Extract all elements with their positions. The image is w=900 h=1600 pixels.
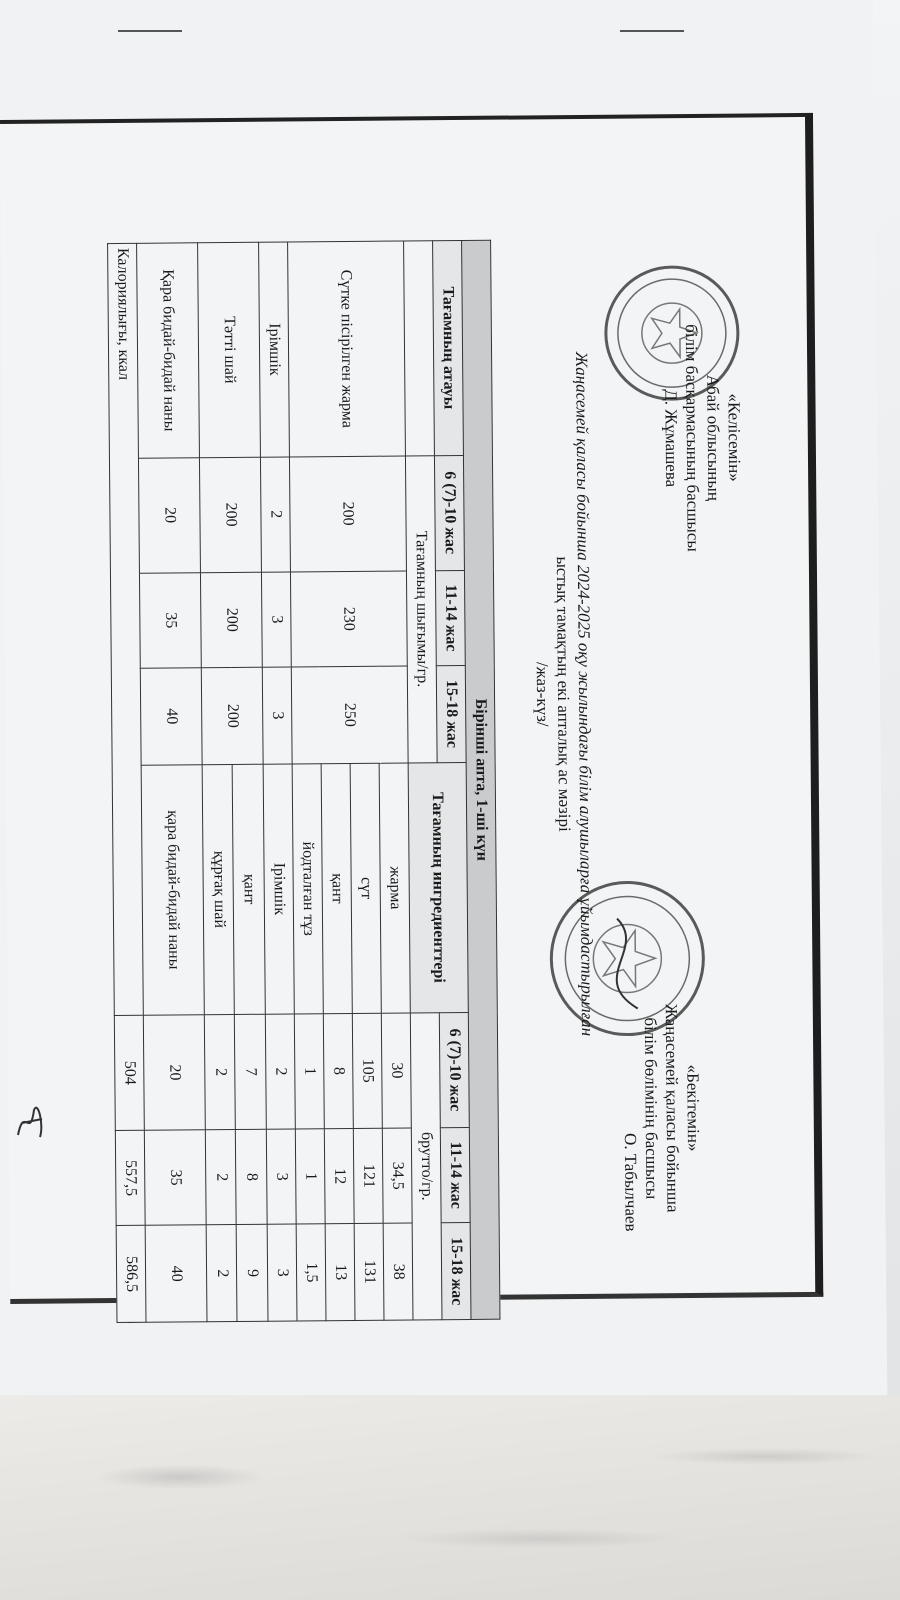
ingredient-gross: 2	[206, 1225, 237, 1322]
approval-title: «Келісемін»	[724, 393, 745, 482]
dish-name: Тәтті шай	[198, 242, 261, 457]
ingredient-gross: 35	[144, 1130, 206, 1226]
ingredient-gross: 1,5	[296, 1224, 326, 1321]
handwritten-initials	[10, 1095, 50, 1145]
ingredient-gross: 121	[353, 1128, 383, 1224]
dish-yield: 250	[291, 666, 408, 764]
week-day-band: Бірінші апта, 1-ші күн	[462, 240, 500, 1319]
calories-value: 504	[114, 1015, 144, 1130]
ingredient-gross: 40	[145, 1225, 207, 1322]
approval-name: О. Табылчаев	[620, 1132, 641, 1232]
approval-name: Д. Жұмашева	[661, 389, 682, 488]
col-ingredients: Тағамның ингредиенттері	[408, 762, 468, 1013]
approval-block-left	[660, 308, 746, 569]
approval-line: білім басқармасының басшысы	[681, 324, 703, 552]
menu-document	[0, 113, 823, 1304]
ingredient-gross: 1	[294, 1014, 324, 1129]
ingredient-name: йодталған тұз	[292, 763, 323, 1014]
ingredient-gross: 12	[324, 1128, 354, 1224]
calories-label: Калориялығы, ккал	[108, 243, 144, 1015]
ingredient-gross: 2	[265, 1014, 295, 1129]
ingredient-name: қант	[233, 764, 266, 1015]
ingredient-name: сүт	[350, 763, 381, 1014]
ingredient-gross: 131	[354, 1224, 384, 1321]
col-age-3b: 15-18 жас	[441, 1223, 471, 1320]
ingredient-gross: 3	[267, 1224, 297, 1321]
col-dish-name: Тағамның атауы	[433, 240, 464, 455]
ingredient-gross: 105	[352, 1013, 382, 1128]
ingredient-gross: 1	[295, 1129, 325, 1225]
ingredient-gross: 7	[235, 1014, 267, 1129]
paper-edge-mark-left	[118, 30, 182, 32]
gross-subheader: брутто/гр.	[410, 1013, 442, 1320]
dish-yield: 3	[262, 667, 292, 764]
ingredient-gross: 34,5	[382, 1128, 412, 1224]
ingredient-name: жарма	[379, 763, 410, 1014]
empty-cell	[404, 241, 435, 456]
approval-line: білім бөлімінің басшысы	[640, 1017, 662, 1200]
document-content	[0, 117, 810, 1304]
col-age-1b: 6 (7)-10 жас	[439, 1012, 469, 1127]
ingredient-gross: 20	[143, 1015, 205, 1130]
ingredient-name: Ірімшік	[263, 764, 294, 1015]
col-age-3: 15-18 жас	[436, 666, 466, 763]
approval-line: Абай облысының	[703, 374, 724, 501]
dish-yield: 40	[140, 668, 202, 765]
ingredient-gross: 13	[325, 1224, 355, 1321]
ingredient-gross: 38	[383, 1223, 413, 1320]
ingredient-gross: 3	[266, 1129, 296, 1225]
menu-table	[107, 240, 500, 1323]
ingredient-gross: 8	[323, 1013, 353, 1128]
dish-yield: 200	[199, 457, 261, 572]
dish-yield: 35	[139, 572, 201, 668]
col-age-2: 11-14 жас	[435, 570, 465, 666]
yield-subheader: Тағамның шығымы/гр.	[405, 455, 437, 762]
marble-surface	[0, 1395, 900, 1600]
approval-title: «Бекітемін»	[683, 1064, 704, 1152]
ingredient-name: қара бидай-бидай наны	[141, 764, 204, 1015]
ingredient-name: құрғақ шай	[202, 764, 235, 1015]
dish-name: Ірімшік	[259, 242, 290, 457]
ingredient-name: қант	[321, 763, 352, 1014]
dish-yield: 200	[289, 456, 406, 572]
dish-name: Қара бидай-бидай наны	[137, 243, 200, 458]
ingredient-gross: 30	[381, 1013, 411, 1128]
dish-yield: 2	[260, 457, 290, 572]
dish-yield: 3	[261, 572, 291, 668]
dish-yield: 230	[290, 571, 407, 667]
dish-name: Сүтке пісірілген жарма	[288, 241, 406, 457]
calories-value: 586,5	[116, 1226, 146, 1323]
dish-yield: 200	[201, 667, 263, 764]
dish-yield: 200	[200, 572, 262, 668]
dish-yield: 20	[138, 457, 200, 572]
approval-line: Жаңасемей қаласы бойынша	[661, 1003, 683, 1213]
ingredient-gross: 9	[237, 1225, 268, 1322]
col-age-1: 6 (7)-10 жас	[434, 455, 464, 570]
col-age-2b: 11-14 жас	[440, 1127, 470, 1223]
document-title	[529, 299, 599, 1090]
ingredient-gross: 8	[236, 1129, 267, 1225]
title-line: ыстық тамақтың екі апталық ас мәзірі	[552, 556, 575, 832]
paper-edge-mark-right	[620, 30, 684, 32]
ingredient-gross: 2	[205, 1129, 236, 1225]
calories-value: 557,5	[115, 1130, 145, 1226]
approval-block-right	[618, 973, 704, 1244]
title-season: /жаз-күз/	[532, 661, 553, 727]
title-line: Жаңасемей қаласы бойынша 2024-2025 оқу жылындағы білім алушыларға ұйымдастырылған	[572, 351, 598, 1037]
ingredient-gross: 2	[204, 1014, 236, 1129]
